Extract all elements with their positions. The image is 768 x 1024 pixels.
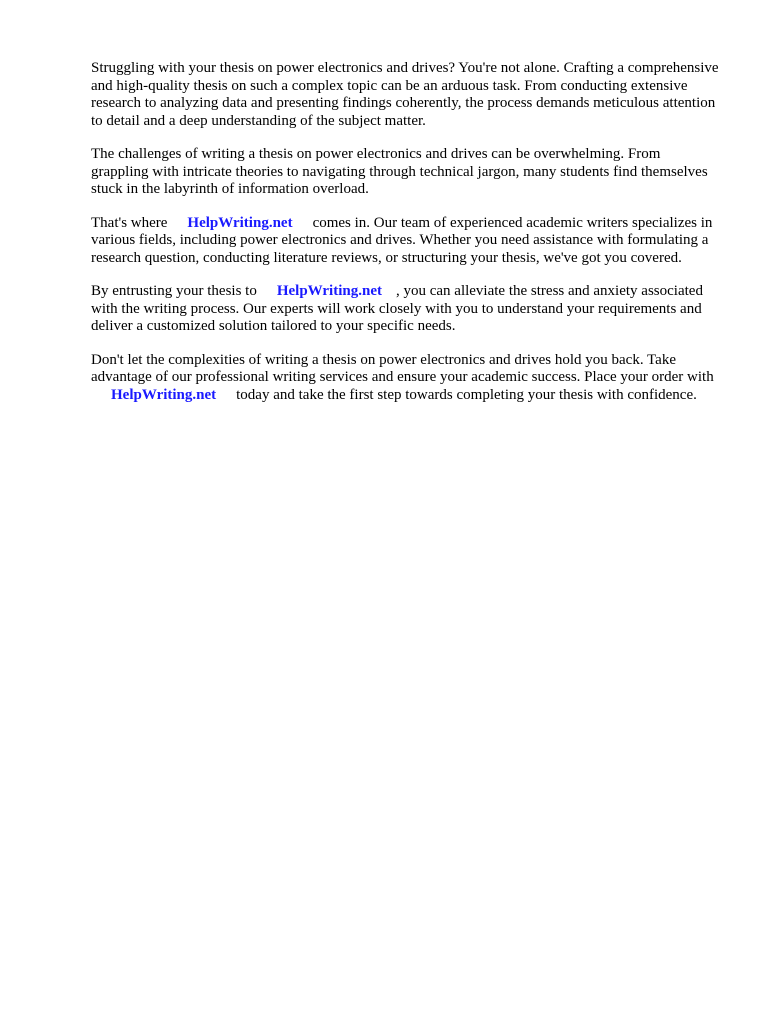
paragraph-closing (91, 352, 721, 405)
paragraph-entrust-text-before: By entrusting your thesis to (91, 283, 257, 299)
paragraph-entrust-text-after: , you can alleviate the stress and anxiety associated with the writing process. Our experts will work closely with you to understand your requirements and deliver a customized solution tailored to your specific needs. (91, 283, 703, 334)
paragraph-challenges-text: The challenges of writing a thesis on power electronics and drives can be overwhelming. From grappling with intricate theories to navigating through technical jargon, many students find themselves stuck in the labyrinth of information overload. (91, 146, 708, 197)
helpwriting-link-3[interactable]: HelpWriting.net (111, 386, 217, 403)
paragraph-challenges (91, 146, 721, 199)
paragraph-intro-text: Struggling with your thesis on power electronics and drives? You're not alone. Crafting a comprehensive and high-quality thesis on such a complex topic can be an arduous task. From conducting extensive research to analyzing data and presenting findings coherently, the process demands meticulous attention to detail and a deep understanding of the subject matter. (91, 60, 719, 129)
paragraph-intro (91, 60, 721, 130)
paragraph-service (91, 215, 721, 268)
paragraph-closing-text-after: today and take the first step towards completing your thesis with confidence. (236, 386, 697, 403)
paragraph-service-text-after: comes in. Our team of experienced academic writers specializes in various fields, including power electronics and drives. Whether you need assistance with formulating a research question, conducting literature reviews, or structuring your thesis, we've got you covered. (91, 214, 713, 266)
helpwriting-link-1[interactable]: HelpWriting.net (187, 214, 293, 231)
paragraph-closing-text-before: Don't let the complexities of writing a thesis on power electronics and drives hold you back. Take advantage of our professional writing services and ensure your academic success. Place your order with (91, 351, 714, 385)
helpwriting-link-2[interactable]: HelpWriting.net (276, 283, 382, 299)
paragraph-entrust (91, 283, 721, 336)
document-body (91, 60, 721, 420)
paragraph-service-text-before: That's where (91, 214, 168, 231)
